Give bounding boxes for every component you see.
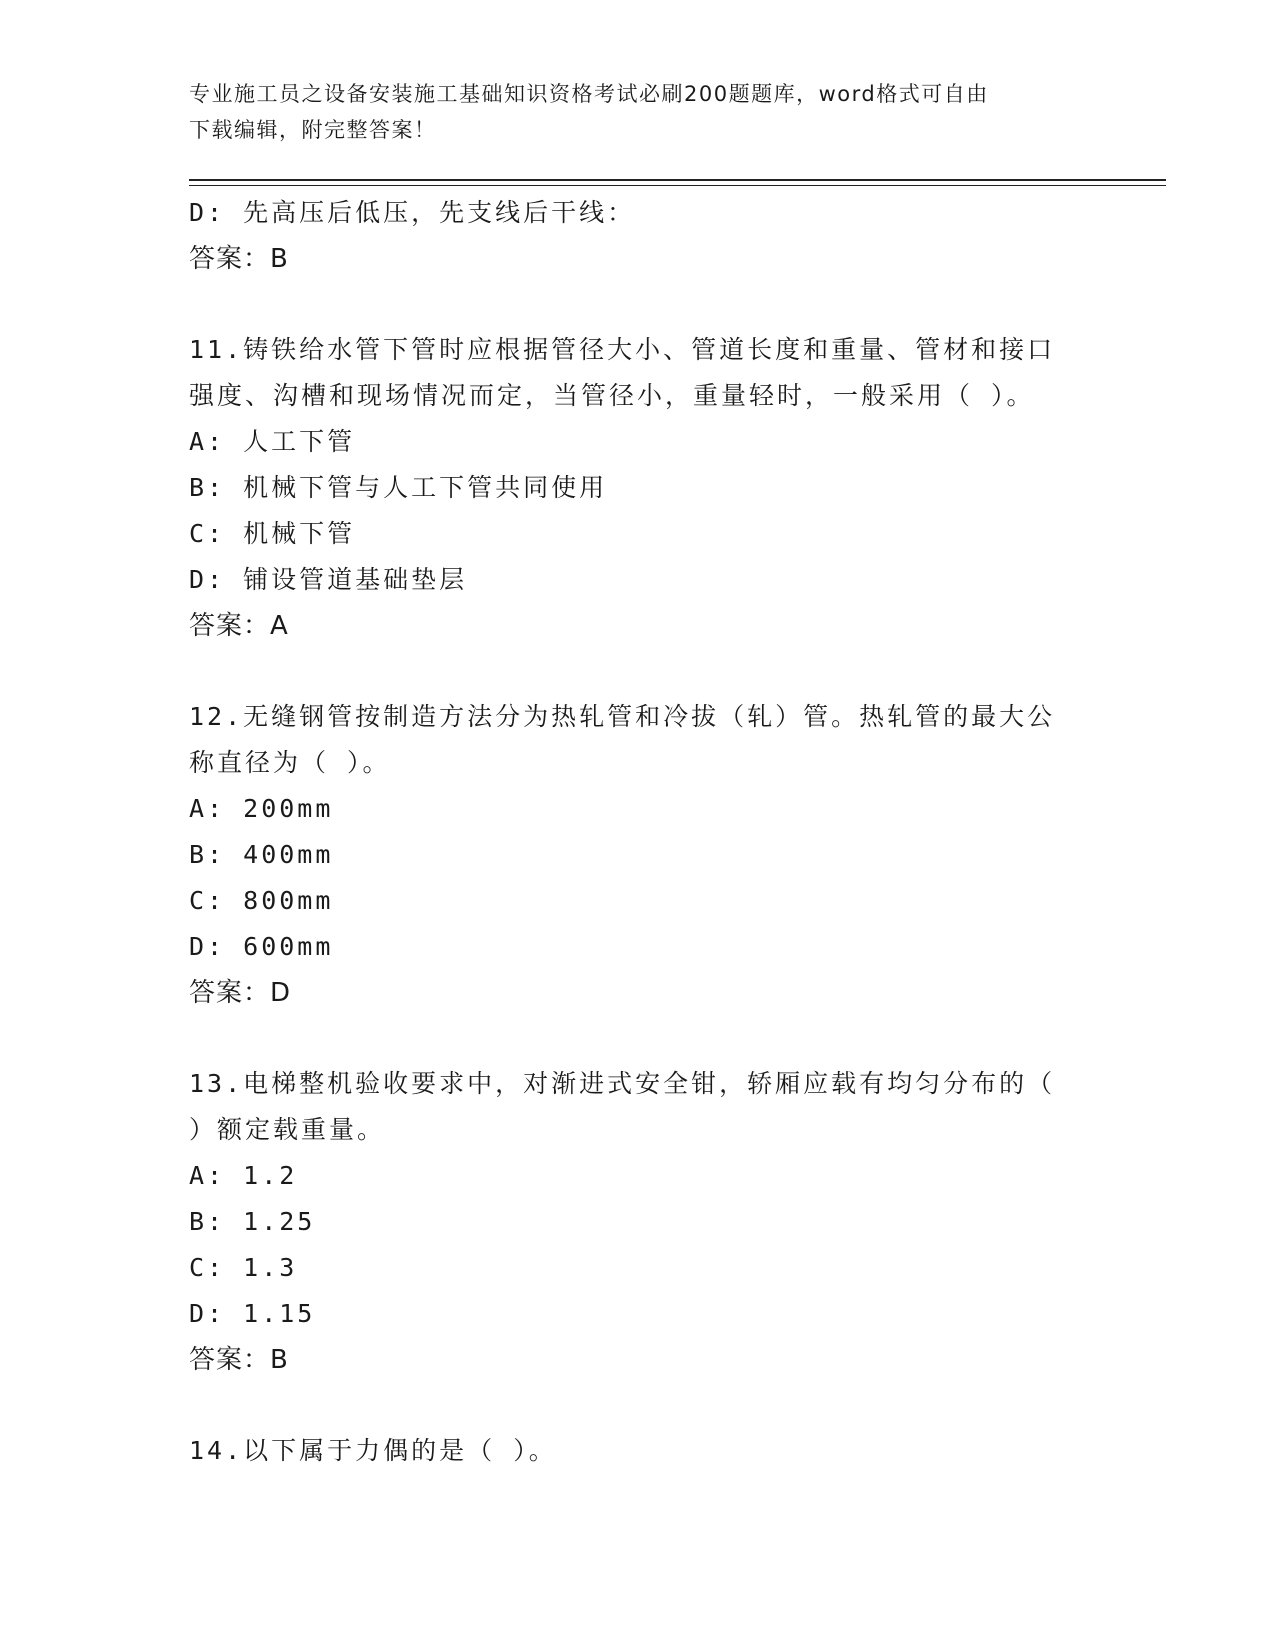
header-line-2: 下载编辑，附完整答案！ [189, 118, 437, 142]
question-stem-cont: 强度、沟槽和现场情况而定，当管径小，重量轻时，一般采用（ ）。 [189, 381, 1035, 410]
answer-line: 答案：B [189, 1345, 289, 1375]
option-c: C: 1.3 [189, 1253, 298, 1282]
question-stem-cont: 称直径为（ ）。 [189, 748, 391, 777]
question-13 [189, 1061, 1089, 1383]
option-c: C: 机械下管 [189, 519, 356, 548]
option-a: A: 200mm [189, 794, 334, 823]
header-line-1: 专业施工员之设备安装施工基础知识资格考试必刷200题题库，word格式可自由 [189, 82, 989, 106]
option-d: D: 600mm [189, 932, 334, 961]
option-b: B: 1.25 [189, 1207, 316, 1236]
previous-question-tail [189, 190, 1089, 282]
question-stem-cont: ）额定载重量。 [189, 1115, 386, 1144]
option-d: D: 1.15 [189, 1299, 316, 1328]
document-header [189, 76, 1089, 148]
question-stem: 11.铸铁给水管下管时应根据管径大小、管道长度和重量、管材和接口 [189, 335, 1056, 364]
option-a: A: 1.2 [189, 1161, 298, 1190]
question-stem: 13.电梯整机验收要求中，对渐进式安全钳，轿厢应载有均匀分布的（ [189, 1069, 1056, 1098]
header-divider-thin [189, 185, 1166, 186]
option-b: B: 400mm [189, 840, 334, 869]
option-b: B: 机械下管与人工下管共同使用 [189, 473, 608, 502]
answer-line: 答案：D [189, 978, 292, 1008]
option-d: D: 先高压后低压，先支线后干线： [189, 198, 636, 227]
answer-line: 答案：A [189, 611, 289, 641]
option-c: C: 800mm [189, 886, 334, 915]
question-11 [189, 327, 1089, 649]
option-a: A: 人工下管 [189, 427, 356, 456]
question-list [189, 190, 1089, 1474]
question-stem: 14.以下属于力偶的是（ ）。 [189, 1436, 557, 1465]
option-d: D: 铺设管道基础垫层 [189, 565, 468, 594]
question-12 [189, 694, 1089, 1016]
header-divider-thick [189, 179, 1166, 181]
answer-line: 答案：B [189, 244, 289, 274]
question-stem: 12.无缝钢管按制造方法分为热轧管和冷拔（轧）管。热轧管的最大公 [189, 702, 1056, 731]
question-14 [189, 1428, 1089, 1474]
